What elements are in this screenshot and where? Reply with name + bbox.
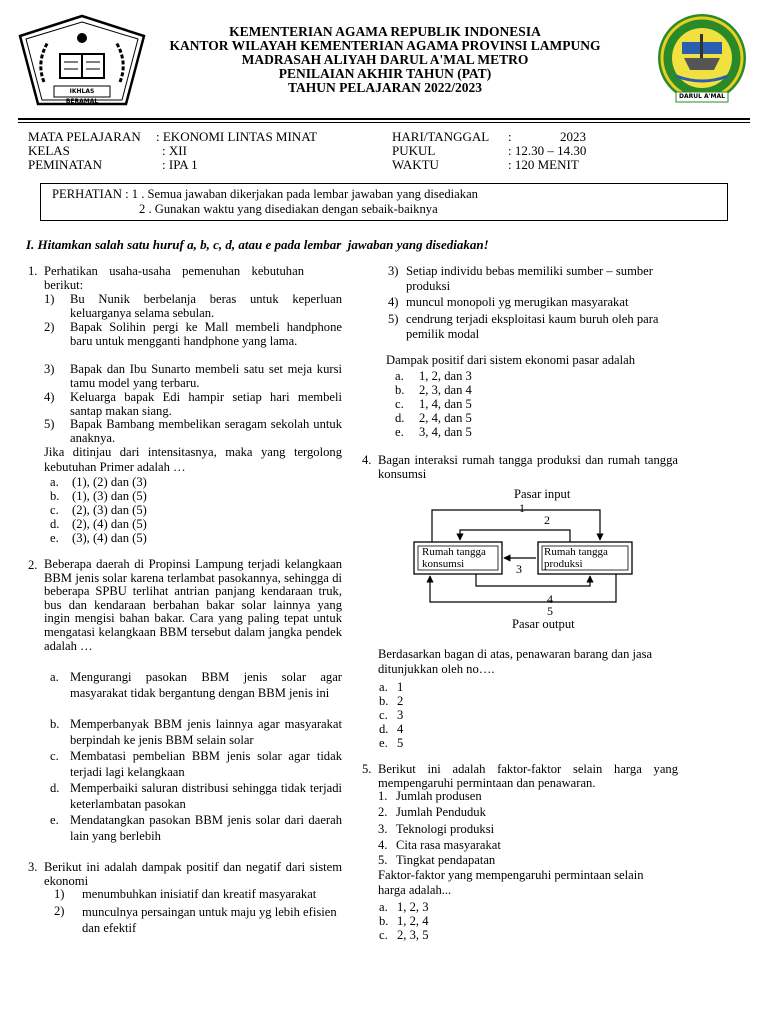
q5-question: Faktor-faktor yang mempengaruhi permintaan selain harga adalah...: [378, 868, 644, 897]
info-label-major: PEMINATAN: [28, 157, 103, 172]
q5-option-text: 1, 2, 4: [397, 914, 429, 928]
header-line-2: KANTOR WILAYAH KEMENTERIAN AGAMA PROVINSI LAMPUNG: [169, 38, 601, 53]
q1-option-text: (1), (2) dan (3): [72, 475, 147, 489]
header-line-3: MADRASAH ALIYAH DARUL A'MAL METRO: [241, 52, 529, 67]
q5-option-text: 1, 2, 3: [397, 900, 429, 914]
q1-number: 1.: [28, 264, 38, 278]
q4-diagram: [400, 486, 640, 634]
q1-item-num: 5): [44, 417, 55, 431]
info-value-class: : XII: [162, 143, 187, 158]
q1-item-text: Bapak Bambang membelikan seragam sekolah untuk anaknya.: [70, 417, 342, 446]
left-logo-text: IKHLAS BERAMAL: [65, 88, 99, 105]
notice-line-2: 2 . Gunakan waktu yang disediakan dengan sebaik-baiknya: [139, 202, 438, 216]
info-value-time: : 12.30 – 14.30: [508, 143, 587, 158]
q1-item-num: 4): [44, 390, 55, 404]
q4-option-text: 5: [397, 736, 404, 750]
right-logo: [654, 12, 750, 108]
q3-question: Dampak positif dari sistem ekonomi pasar adalah: [386, 353, 636, 367]
info-label-class: KELAS: [28, 143, 70, 158]
diagram-right-box: Rumah tangga produksi: [544, 546, 608, 570]
info-value-duration: : 120 MENIT: [508, 157, 579, 172]
q1-option-text: (2), (4) dan (5): [72, 517, 147, 531]
diagram-number-3: 3: [516, 562, 522, 576]
q2-stem: Beberapa daerah di Propinsi Lampung terjadi kelangkaan BBM jenis solar karena terlambat pasokannya, sehingga di beberapa SPBU terlihat antrian panjang kendaraan truk, bus dan kendaraan berbahan bakar solar lainnya yang ingin mengisi bahan bakar. Cara yang paling tepat untuk mengatasi kelangkaan BBM tersebut dalam jangka pendek adalah …: [44, 557, 342, 653]
q5-item-text: Cita rasa masyarakat: [396, 838, 501, 852]
q1-option-text: (2), (3) dan (5): [72, 503, 147, 517]
q3-item-text: muncul monopoli yg merugikan masyarakat: [406, 295, 629, 309]
q3-item-text: munculnya persaingan untuk maju yg lebih efisien dan efektif: [82, 905, 337, 935]
q5-item-text: Jumlah Penduduk: [396, 805, 486, 819]
q2-option-label[interactable]: b.: [50, 717, 60, 731]
q1-option-label[interactable]: c.: [50, 503, 59, 517]
q3-option-label[interactable]: d.: [395, 411, 405, 425]
q2-option-label[interactable]: d.: [50, 781, 60, 795]
info-value-date: 2023: [560, 129, 586, 144]
q5-item-num: 5.: [378, 853, 388, 867]
q3-option-label[interactable]: a.: [395, 369, 404, 383]
header-line-1: KEMENTERIAN AGAMA REPUBLIK INDONESIA: [229, 24, 541, 39]
info-block: [28, 130, 748, 174]
q4-stem: Bagan interaksi rumah tangga produksi dan rumah tangga konsumsi: [378, 453, 678, 482]
q4-option-text: 4: [397, 722, 404, 736]
diagram-number-5: 5: [547, 604, 553, 618]
q1-option-label[interactable]: b.: [50, 489, 60, 503]
diagram-number-1: 1: [519, 501, 525, 515]
q5-item-num: 3.: [378, 822, 388, 836]
q3-item-text: cendrung terjadi eksploitasi kaum buruh oleh para pemilik modal: [406, 312, 659, 341]
q4-question: Berdasarkan bagan di atas, penawaran barang dan jasa ditunjukkan oleh no….: [378, 647, 653, 676]
info-label-date: HARI/TANGGAL: [392, 129, 490, 144]
q1-item-text: Bapak Solihin pergi ke Mall membeli handphone baru untuk mengganti handphone yang lama.: [70, 320, 342, 349]
q5-item-num: 2.: [378, 805, 388, 819]
q3-item-num: 2): [54, 904, 65, 918]
q2-option-label[interactable]: a.: [50, 670, 59, 684]
q1-option-text: (1), (3) dan (5): [72, 489, 147, 503]
header-line-5: TAHUN PELAJARAN 2022/2023: [287, 80, 482, 95]
diagram-number-2: 2: [544, 513, 550, 527]
info-label-subject: MATA PELAJARAN: [28, 129, 141, 144]
q4-option-label[interactable]: e.: [379, 736, 388, 750]
diagram-top-label: Pasar input: [514, 487, 571, 501]
q5-option-text: 2, 3, 5: [397, 928, 429, 942]
q1-item-num: 1): [44, 292, 55, 306]
info-value-date-colon: :: [508, 129, 512, 144]
q5-item-text: Jumlah produsen: [396, 789, 482, 803]
q3-option-text: 1, 2, dan 3: [419, 369, 472, 383]
notice-line-1: PERHATIAN : 1 . Semua jawaban dikerjakan pada lembar jawaban yang disediakan: [52, 187, 478, 201]
q3-item-text: Setiap individu bebas memiliki sumber – sumber produksi: [406, 264, 653, 293]
q1-stem: Perhatikan usaha-usaha pemenuhan kebutuhan berikut:: [44, 264, 304, 293]
q1-item-text: Bapak dan Ibu Sunarto membeli satu set meja kursi tamu model yang terbaru.: [70, 362, 342, 391]
q2-option-label[interactable]: c.: [50, 749, 59, 763]
q1-question: Jika ditinjau dari intensitasnya, maka yang tergolong kebutuhan Primer adalah …: [44, 445, 342, 474]
q3-item-num: 3): [388, 264, 399, 278]
q4-option-label[interactable]: a.: [379, 680, 388, 694]
info-value-major: : IPA 1: [162, 157, 198, 172]
q4-number: 4.: [362, 453, 372, 467]
q3-option-text: 1, 4, dan 5: [419, 397, 472, 411]
q3-option-text: 2, 3, dan 4: [419, 383, 472, 397]
info-value-subject: : EKONOMI LINTAS MINAT: [156, 129, 318, 144]
q1-option-label[interactable]: d.: [50, 517, 60, 531]
q3-item-num: 5): [388, 312, 399, 326]
info-label-time: PUKUL: [392, 143, 436, 158]
q1-item-text: Bu Nunik berbelanja beras untuk keperluan keluarganya selama sebulan.: [70, 292, 342, 321]
q5-option-label[interactable]: b.: [379, 914, 389, 928]
q3-stem: Berikut ini adalah dampak positif dan negatif dari sistem ekonomi: [44, 860, 342, 889]
q1-item-text: Keluarga bapak Edi hampir setiap hari membeli santap makan siang.: [70, 390, 342, 419]
q1-item-num: 2): [44, 320, 55, 334]
q2-number: 2.: [28, 558, 38, 572]
q4-option-text: 1: [397, 680, 404, 694]
q3-item-num: 4): [388, 295, 399, 309]
notice-box: [40, 183, 728, 221]
q1-option-label[interactable]: a.: [50, 475, 59, 489]
q3-option-text: 2, 4, dan 5: [419, 411, 472, 425]
header-line-4: PENILAIAN AKHIR TAHUN (PAT): [278, 66, 492, 81]
q1-option-text: (3), (4) dan (5): [72, 531, 147, 545]
q5-option-label[interactable]: c.: [379, 928, 388, 942]
q4-option-label[interactable]: c.: [379, 708, 388, 722]
q3-option-label[interactable]: c.: [395, 397, 404, 411]
info-label-duration: WAKTU: [392, 157, 439, 172]
section-instruction: I. Hitamkan salah satu huruf a, b, c, d, atau e pada lembar jawaban yang disediakan!: [26, 237, 489, 252]
q3-number: 3.: [28, 860, 38, 874]
q2-option-text: Memperbaiki saluran distribusi sehingga tidak terjadi keterlambatan pasokan: [70, 781, 342, 811]
q5-item-num: 4.: [378, 838, 388, 852]
q2-option-label[interactable]: e.: [50, 813, 59, 827]
q3-item-num: 1): [54, 887, 65, 901]
q2-option-text: Mendatangkan pasokan BBM jenis solar dari daerah lain yang berlebih: [70, 813, 342, 843]
q4-option-label[interactable]: d.: [379, 722, 389, 736]
q3-option-label[interactable]: b.: [395, 383, 405, 397]
q2-option-text: Memperbanyak BBM jenis lainnya agar masyarakat berpindah ke jenis BBM selain solar: [70, 717, 342, 747]
q4-option-text: 2: [397, 694, 404, 708]
q5-stem: Berikut ini adalah faktor-faktor selain harga yang mempengaruhi permintaan dan penawaran.: [378, 762, 678, 791]
left-logo: [14, 12, 150, 112]
q5-option-label[interactable]: a.: [379, 900, 388, 914]
q5-item-text: Tingkat pendapatan: [396, 853, 496, 867]
q3-option-label[interactable]: e.: [395, 425, 404, 439]
q3-item-text: menumbuhkan inisiatif dan kreatif masyarakat: [82, 887, 317, 901]
diagram-left-box: Rumah tangga konsumsi: [422, 546, 486, 570]
q1-item-num: 3): [44, 362, 55, 376]
q2-option-text: Membatasi pembelian BBM jenis solar agar tidak terjadi lagi kelangkaan: [70, 749, 342, 779]
q3-option-text: 3, 4, dan 5: [419, 425, 472, 439]
q5-item-num: 1.: [378, 789, 388, 803]
q2-option-text: Mengurangi pasokan BBM jenis solar agar masyarakat tidak bergantung dengan BBM jenis ini: [70, 670, 342, 700]
q5-number: 5.: [362, 762, 372, 776]
header-divider: [18, 118, 750, 123]
diagram-number-4: 4: [547, 592, 553, 606]
q4-option-label[interactable]: b.: [379, 694, 389, 708]
q4-option-text: 3: [397, 708, 404, 722]
diagram-bottom-label: Pasar output: [512, 617, 575, 631]
q1-option-label[interactable]: e.: [50, 531, 59, 545]
right-logo-text: DARUL A'MAL: [679, 93, 725, 100]
q5-item-text: Teknologi produksi: [396, 822, 495, 836]
